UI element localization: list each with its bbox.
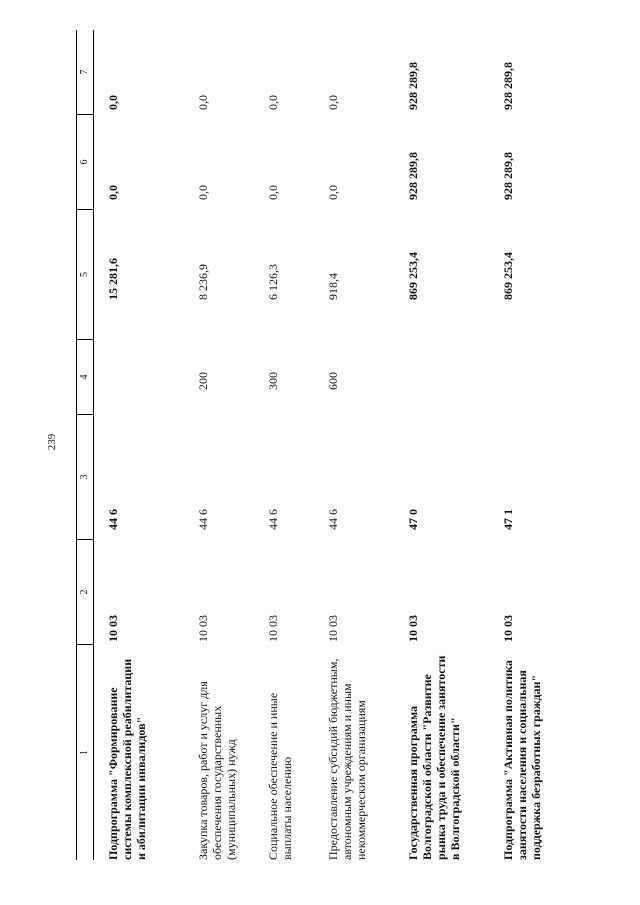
cell-v5: 918,4 [326,273,340,300]
cell-csr: 44 6 [326,509,340,530]
row-name: Предоставление субсидий бюджетным, автономным учреждениям и иным некоммерческим организациям [326,658,368,860]
cell-v7: 0,0 [326,95,340,110]
cell-csr: 44 6 [106,509,120,530]
cell-v5: 869 253,4 [501,252,515,300]
cell-rz: 10 03 [326,615,340,642]
cell-v6: 0,0 [266,185,280,200]
row-name: Подпрограмма "Активная политика занятости населения и социальная поддержка безработных граждан" [501,660,543,860]
cell-v6: 0,0 [326,185,340,200]
cell-rz: 10 03 [501,615,515,642]
cell-v6: 0,0 [196,185,210,200]
rotated-table [76,30,596,860]
cell-vr: 600 [326,372,340,390]
cell-vr: 300 [266,372,280,390]
cell-rz: 10 03 [196,615,210,642]
column-number-row [76,30,94,860]
row-name: Закупка товаров, работ и услуг для обеспечения государственных (муниципальных) нужд [196,681,238,860]
cell-csr: 47 1 [501,509,515,530]
cell-v7: 0,0 [266,95,280,110]
cell-v7: 928 289,8 [406,62,420,110]
cell-csr: 44 6 [266,509,280,530]
cell-rz: 10 03 [406,615,420,642]
column-number: 4 [77,340,93,415]
cell-v6: 0,0 [106,185,120,200]
cell-v6: 928 289,8 [406,152,420,200]
cell-v5: 8 236,9 [196,264,210,300]
column-number: 5 [77,210,93,340]
cell-v5: 15 281,6 [106,258,120,300]
column-number: 2 [77,540,93,645]
page-number: 239 [46,433,58,451]
column-number: 6 [77,115,93,210]
row-name: Государственная программа Волгоградской области "Развитие рынка труда и обеспечение занятости в Волгоградской области" [406,655,462,860]
cell-v7: 928 289,8 [501,62,515,110]
cell-v5: 6 126,3 [266,264,280,300]
cell-v7: 0,0 [196,95,210,110]
column-number: 7 [77,30,93,115]
cell-csr: 47 0 [406,509,420,530]
cell-v7: 0,0 [106,95,120,110]
cell-csr: 44 6 [196,509,210,530]
row-name: Подпрограмма "Формирование системы комплексной реабилитации и абилитации инвалидов" [106,658,148,860]
cell-vr: 200 [196,372,210,390]
cell-v6: 928 289,8 [501,152,515,200]
cell-rz: 10 03 [266,615,280,642]
column-number: 3 [77,415,93,540]
column-number: 1 [79,750,90,755]
row-name: Социальное обеспечение и иные выплаты населению [266,692,294,860]
cell-v5: 869 253,4 [406,252,420,300]
cell-rz: 10 03 [106,615,120,642]
